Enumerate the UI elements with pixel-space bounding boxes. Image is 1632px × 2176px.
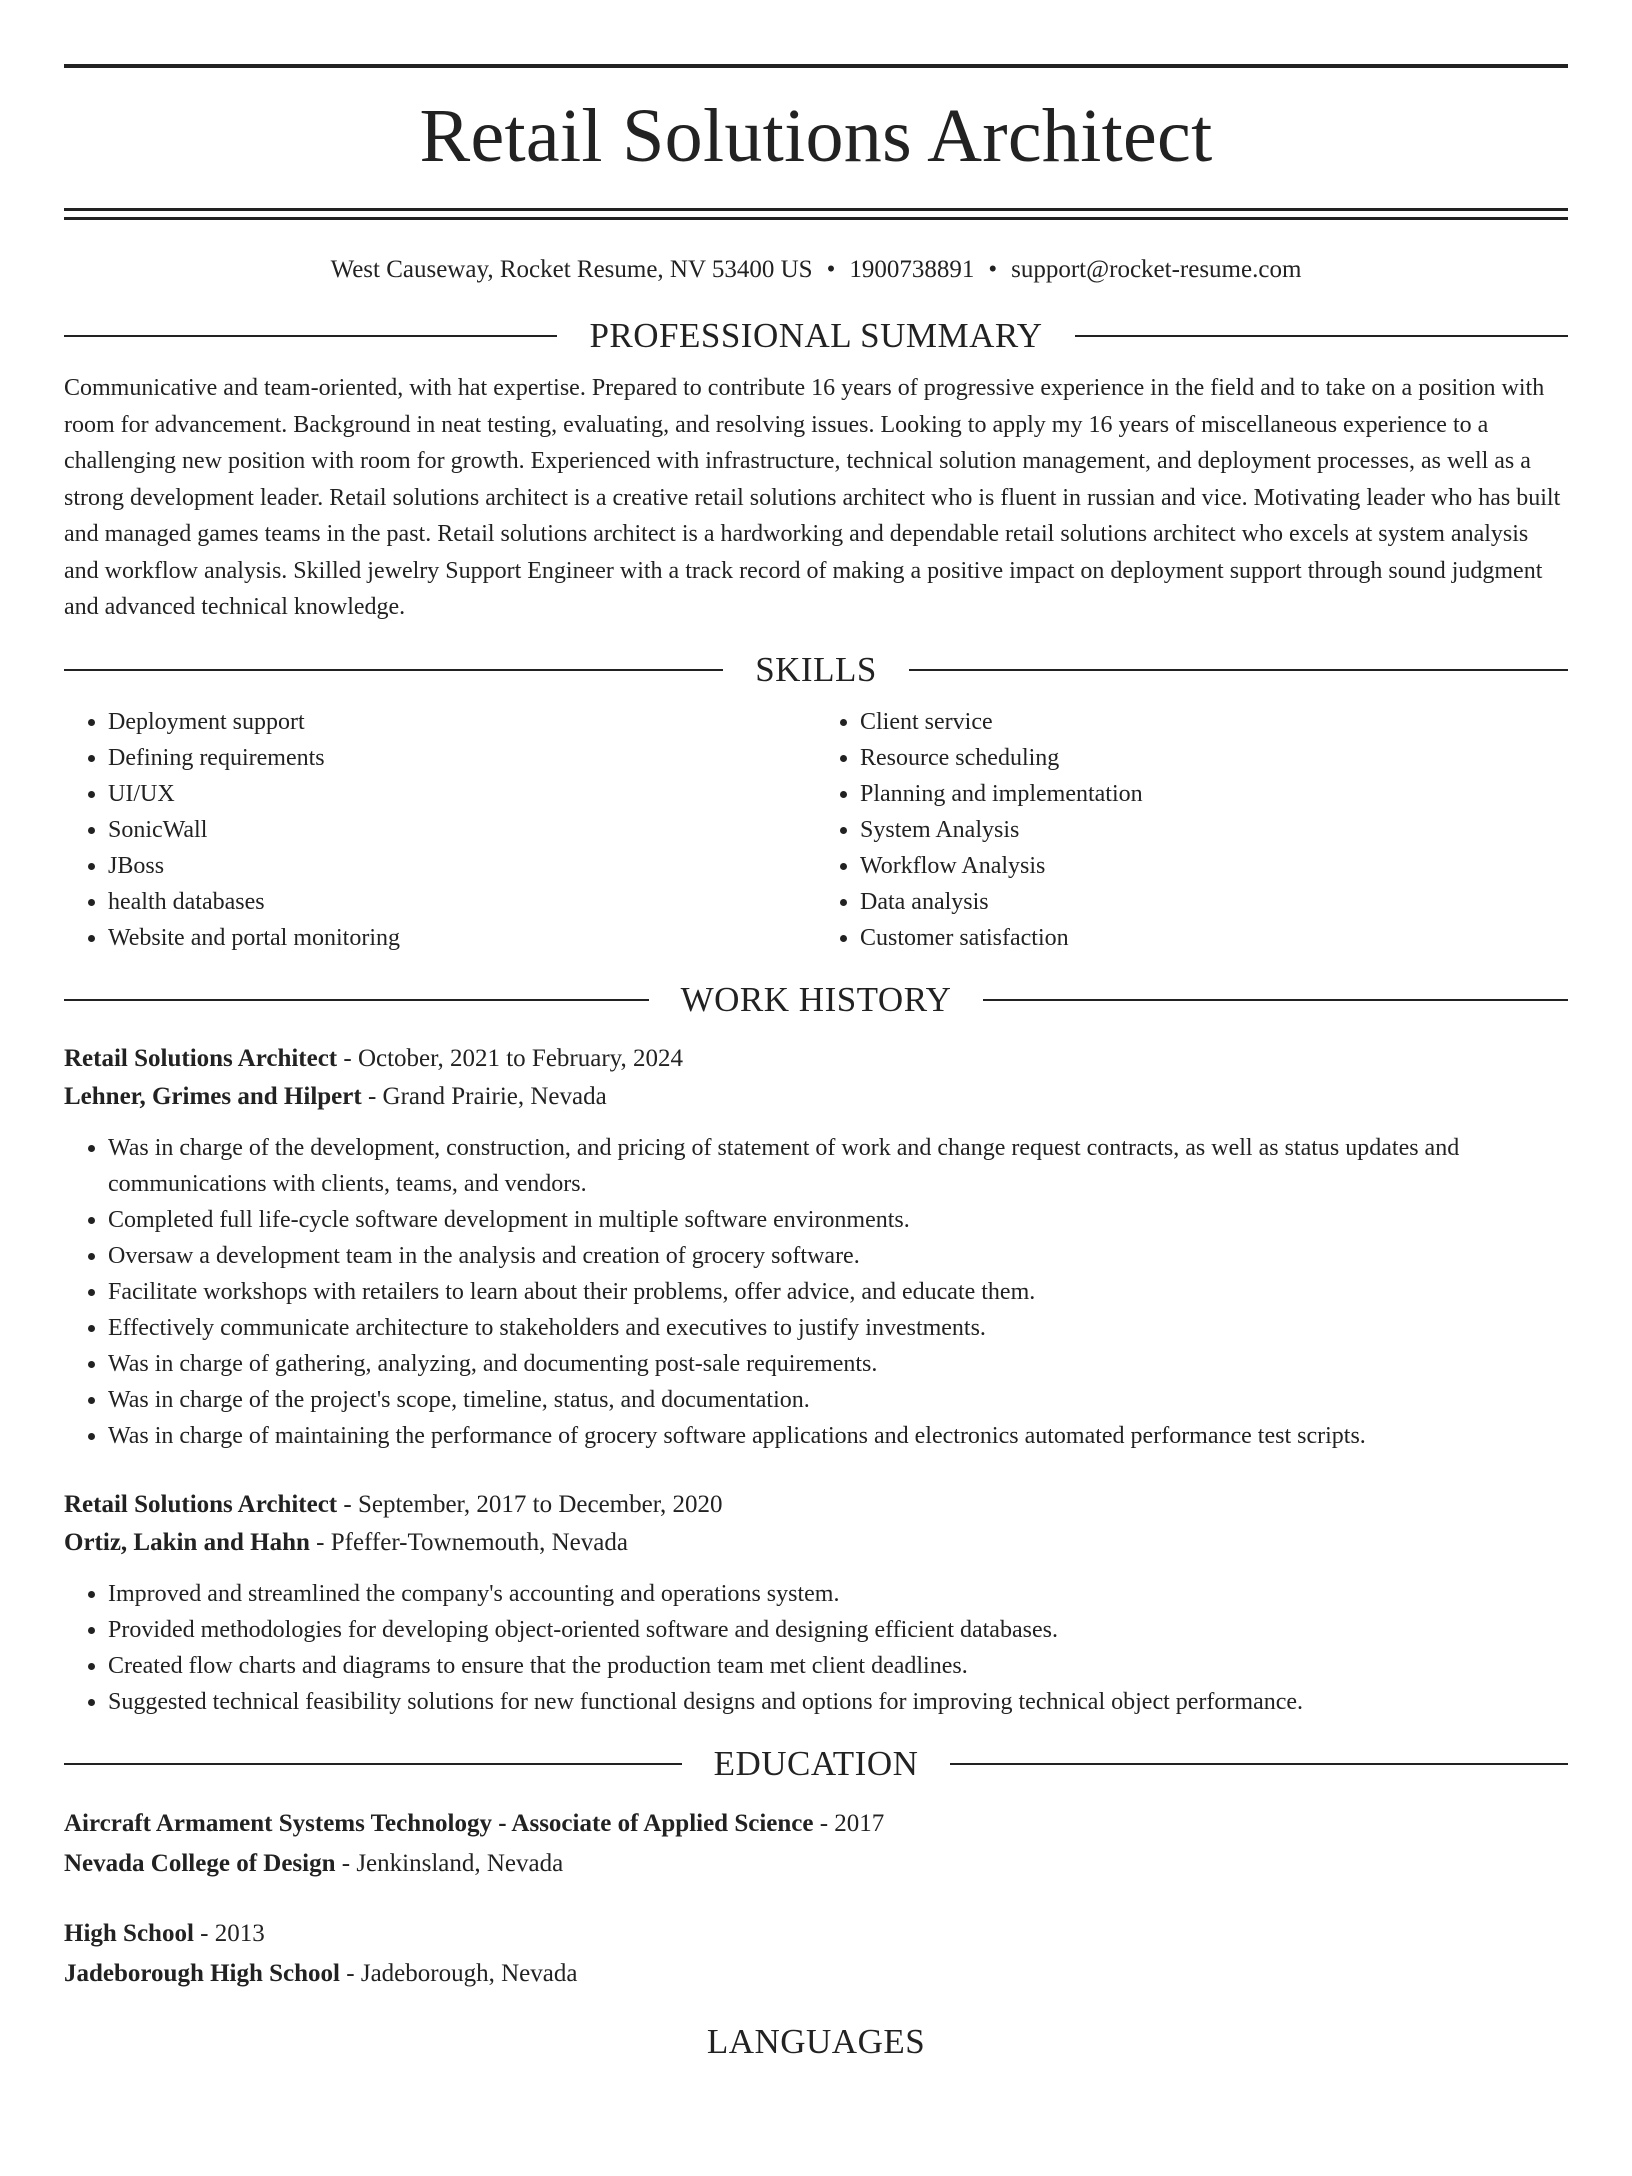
contact-separator: •	[826, 256, 836, 283]
job-location: - Pfeffer-Townemouth, Nevada	[309, 1528, 628, 1556]
job-bullet: • Provided methodologies for developing object-oriented software and designing efficient databases.	[108, 1612, 1568, 1648]
education-year: - 2017	[813, 1809, 885, 1837]
education-location: - Jadeborough, Nevada	[340, 1959, 578, 1987]
skills-column-right	[816, 704, 1568, 956]
job-company-line	[64, 1078, 1568, 1116]
skill-item: • Client service	[860, 704, 1568, 740]
job-bullets	[64, 1130, 1568, 1454]
title-rule-1	[64, 208, 1568, 211]
job-bullet: • Was in charge of the development, construction, and pricing of statement of work and change request contracts, as well as status updates and communications with clients, teams, and vendors.	[108, 1130, 1568, 1202]
job-bullet: • Was in charge of maintaining the performance of grocery software applications and electronics automated performance test scripts.	[108, 1418, 1568, 1454]
skill-item: • UI/UX	[108, 776, 816, 812]
education-degree-line	[64, 1914, 1568, 1954]
section-header-work	[64, 978, 1568, 1022]
skill-item: • SonicWall	[108, 812, 816, 848]
section-title: LANGUAGES	[706, 2021, 926, 2061]
job-title-line	[64, 1040, 1568, 1078]
candidate-name: Retail Solutions Architect	[419, 94, 1213, 178]
section-header-education	[64, 1742, 1568, 1786]
job-bullet: • Was in charge of gathering, analyzing, and documenting post-sale requirements.	[108, 1346, 1568, 1382]
education-school-line	[64, 1954, 1568, 1994]
skill-item: • Deployment support	[108, 704, 816, 740]
job-bullet: • Completed full life-cycle software development in multiple software environments.	[108, 1202, 1568, 1238]
skill-item: • System Analysis	[860, 812, 1568, 848]
summary-text: Communicative and team-oriented, with hat expertise. Prepared to contribute 16 years of progressive experience in the field and to take on a position with room for advancement. Background in neat testing, evaluating, and resolving issues. Looking to apply my 16 years of miscellaneous experience to a challenging new position with room for growth. Experienced with infrastructure, technical solution management, and deployment processes, as well as a strong development leader. Retail solutions architect is a creative retail solutions architect who is fluent in russian and vice. Motivating leader who has built and managed games teams in the past. Retail solutions architect is a hardworking and dependable retail solutions architect who excels at system analysis and workflow analysis. Skilled jewelry Support Engineer with a track record of making a positive impact on deployment support through sound judgment and advanced technical knowledge.	[64, 375, 1561, 620]
education-school-line	[64, 1844, 1568, 1884]
contact-phone: 1900738891	[849, 256, 975, 283]
skill-item: • Customer satisfaction	[860, 920, 1568, 956]
job-title-line	[64, 1486, 1568, 1524]
section-header-summary	[64, 314, 1568, 358]
skill-item: • JBoss	[108, 848, 816, 884]
job-dates: - September, 2017 to December, 2020	[337, 1490, 723, 1518]
resume-page	[0, 64, 1632, 2176]
section-header-skills	[64, 648, 1568, 692]
contact-separator: •	[988, 256, 998, 283]
education-year: - 2013	[193, 1919, 265, 1947]
job-location: - Grand Prairie, Nevada	[361, 1082, 607, 1110]
education-degree-line	[64, 1804, 1568, 1844]
skills-column-left	[64, 704, 816, 956]
education-location: - Jenkinsland, Nevada	[335, 1849, 564, 1877]
job-company-line	[64, 1524, 1568, 1562]
job-bullet: • Facilitate workshops with retailers to learn about their problems, offer advice, and educate them.	[108, 1274, 1568, 1310]
skill-item: • Data analysis	[860, 884, 1568, 920]
skills-list	[64, 704, 1568, 956]
job-title: Retail Solutions Architect	[64, 1044, 338, 1072]
job-bullets	[64, 1576, 1568, 1720]
skill-item: • Resource scheduling	[860, 740, 1568, 776]
job-bullet: • Improved and streamlined the company's accounting and operations system.	[108, 1576, 1568, 1612]
job-title: Retail Solutions Architect	[64, 1490, 338, 1518]
section-title: SKILLS	[755, 649, 877, 689]
skill-item: • Planning and implementation	[860, 776, 1568, 812]
section-title: PROFESSIONAL SUMMARY	[589, 316, 1043, 355]
education-entry	[64, 1804, 1568, 1884]
contact-line	[64, 254, 1568, 286]
job-company: Lehner, Grimes and Hilpert	[64, 1082, 362, 1110]
skill-item: • health databases	[108, 884, 816, 920]
education-degree: High School	[64, 1919, 194, 1947]
job-entry	[64, 1040, 1568, 1454]
job-bullet: • Effectively communicate architecture to stakeholders and executives to justify investments.	[108, 1310, 1568, 1346]
education-degree: Aircraft Armament Systems Technology - Associate of Applied Science	[64, 1809, 814, 1837]
top-rule	[64, 64, 1568, 68]
education-school: Nevada College of Design	[64, 1849, 336, 1877]
job-company: Ortiz, Lakin and Hahn	[64, 1528, 310, 1556]
skill-item: • Website and portal monitoring	[108, 920, 816, 956]
education-entry	[64, 1914, 1568, 1994]
job-bullet: • Created flow charts and diagrams to ensure that the production team met client deadlines.	[108, 1648, 1568, 1684]
skill-item: • Workflow Analysis	[860, 848, 1568, 884]
section-header-languages	[64, 2020, 1568, 2064]
section-title: EDUCATION	[713, 1743, 919, 1783]
job-bullet: • Was in charge of the project's scope, timeline, status, and documentation.	[108, 1382, 1568, 1418]
education-school: Jadeborough High School	[64, 1959, 341, 1987]
skill-item: • Defining requirements	[108, 740, 816, 776]
title-rule-2	[64, 217, 1568, 220]
job-entry	[64, 1486, 1568, 1720]
contact-address: West Causeway, Rocket Resume, NV 53400 US	[330, 256, 813, 283]
job-bullet: • Suggested technical feasibility solutions for new functional designs and options for improving technical object performance.	[108, 1684, 1568, 1720]
header	[64, 64, 1568, 286]
section-title: WORK HISTORY	[680, 979, 952, 1019]
job-bullet: • Oversaw a development team in the analysis and creation of grocery software.	[108, 1238, 1568, 1274]
contact-email[interactable]: support@rocket-resume.com	[1011, 256, 1302, 283]
job-dates: - October, 2021 to February, 2024	[337, 1044, 684, 1072]
